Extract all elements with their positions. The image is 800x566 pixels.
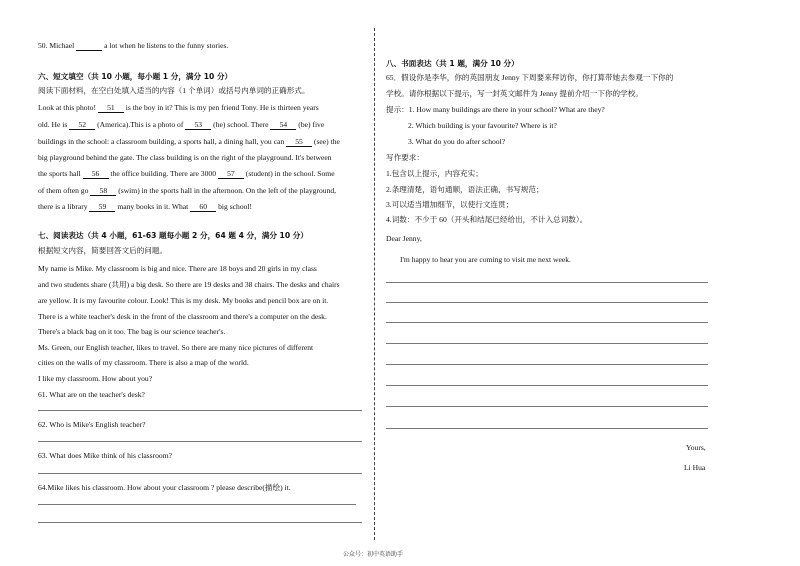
column-divider: [374, 28, 375, 540]
question-62: 62. Who is Mike's English teacher?: [38, 420, 146, 429]
answer-line-62[interactable]: [38, 441, 362, 442]
question-63: 63. What does Mike think of his classroom?: [38, 451, 172, 460]
answer-blank-60[interactable]: 60: [190, 202, 216, 212]
answer-line-64b[interactable]: [38, 522, 362, 523]
cloze-line: the sports hall 56 the office building. There are 3000 57 (student) in the school. Some: [38, 169, 335, 178]
cloze-line: Look at this photo! 51 is the boy in it? This is my pen friend Tony. He is thirteen years: [38, 103, 319, 112]
answer-blank-54[interactable]: 54: [270, 120, 296, 130]
writing-line[interactable]: [386, 302, 708, 303]
requirements-label: 写作要求：: [386, 153, 424, 162]
answer-blank-58[interactable]: 58: [90, 186, 116, 196]
cloze-line: old. He is 52 (America).This is a photo of 53 (he) school. There 54 (be) five: [38, 120, 325, 129]
hint-1: 提示：1. How many buildings are there in your school? What are they?: [386, 105, 605, 114]
writing-line[interactable]: [386, 385, 708, 386]
writing-prompt-line: 学校。请你根据以下提示，写一封英文邮件为 Jenny 提前介绍一下你的学校。: [386, 89, 643, 98]
question-61: 61. What are on the teacher's desk?: [38, 390, 145, 399]
writing-line[interactable]: [386, 343, 708, 344]
hint-3: 3. What do you do after school?: [408, 137, 506, 146]
answer-blank-55[interactable]: 55: [286, 137, 312, 147]
answer-blank-59[interactable]: 59: [89, 202, 115, 212]
passage-line: Ms. Green, our English teacher, likes to travel. So there are many nice pictures of different: [38, 343, 314, 352]
answer-blank-51[interactable]: 51: [98, 103, 124, 113]
writing-line[interactable]: [386, 364, 708, 365]
writing-line[interactable]: [386, 282, 708, 283]
letter-opening: I'm happy to hear you are coming to visit me next week.: [400, 255, 571, 264]
passage-line: My name is Mike. My classroom is big and nice. There are 18 boys and 20 girls in my class: [38, 264, 317, 273]
cloze-line: there is a library 59 many books in it. What 60 big school!: [38, 202, 253, 211]
writing-line[interactable]: [386, 428, 708, 429]
cloze-line: of them often go 58 (swim) in the sports hall in the afternoon. On the left of the playground,: [38, 186, 337, 195]
passage-line: cities on the walls of my classroom. There is also a map of the world.: [38, 358, 249, 367]
question-50: 50. Michael a lot when he listens to the funny stories.: [38, 41, 229, 50]
letter-signature: Li Hua: [684, 463, 706, 472]
writing-prompt-line: 65．假设你是李华，你的英国朋友 Jenny 下周要来拜访你，你打算带她去参观一下你的: [386, 73, 674, 82]
answer-blank-52[interactable]: 52: [69, 120, 95, 130]
writing-line[interactable]: [386, 322, 708, 323]
passage-line: are yellow. It is my favourite colour. Look! This is my desk. My books and pencil box are on it.: [38, 296, 329, 305]
writing-line[interactable]: [386, 406, 708, 407]
requirement-4: 4.词数：不少于 60（开头和结尾已经给出，不计入总词数）。: [386, 215, 588, 224]
requirement-1: 1.包含以上提示，内容充实；: [386, 169, 483, 178]
section-6-instruction: 阅读下面材料，在空白处填入适当的内容（1 个单词）或括号内单词的正确形式。: [38, 86, 310, 95]
letter-salutation: Dear Jenny,: [386, 234, 422, 243]
answer-blank-50[interactable]: [76, 41, 102, 51]
answer-blank-56[interactable]: 56: [83, 169, 109, 179]
section-8-heading: 八、书面表达（共 1 题，满分 10 分）: [386, 59, 519, 68]
answer-line-64a[interactable]: [38, 504, 356, 505]
passage-line: There's a black bag on it too. The bag is our science teacher's.: [38, 327, 226, 336]
answer-line-61[interactable]: [38, 410, 362, 411]
passage-line: and two students share (共用) a big desk. So there are 19 desks and 38 chairs. The desks and chairs: [38, 280, 340, 289]
answer-blank-57[interactable]: 57: [218, 169, 244, 179]
answer-line-63[interactable]: [38, 473, 362, 474]
question-64: 64.Mike likes his classroom. How about your classroom ? please describe(描绘) it.: [38, 483, 291, 492]
requirement-3: 3.可以适当增加细节，以使行文连贯；: [386, 200, 514, 209]
passage-line: There is a white teacher's desk in the front of the classroom and there's a computer on the desk.: [38, 312, 327, 321]
section-7-instruction: 根据短文内容，简要回答文后的问题。: [38, 246, 168, 255]
answer-blank-53[interactable]: 53: [185, 120, 211, 130]
passage-line: I like my classroom. How about you?: [38, 374, 153, 383]
cloze-line: buildings in the school: a classroom building, a sports hall, a dining hall, you can 55 (see) the: [38, 137, 340, 146]
section-6-heading: 六、短文填空（共 10 小题，每小题 1 分，满分 10 分）: [38, 72, 233, 81]
letter-closing: Yours,: [686, 443, 706, 452]
cloze-line: big playground behind the gate. The class building is on the right of the playground. It's between: [38, 153, 332, 162]
requirement-2: 2.条理清楚，语句通顺，语法正确，书写规范；: [386, 185, 544, 194]
hint-2: 2. Which building is your favourite? Where is it?: [408, 121, 557, 130]
section-7-heading: 七、阅读表达（共 4 小题，61-63 题每小题 2 分，64 题 4 分，满分 10 分）: [38, 231, 308, 240]
page-footer: 公众号：初中英语助手: [343, 551, 404, 558]
